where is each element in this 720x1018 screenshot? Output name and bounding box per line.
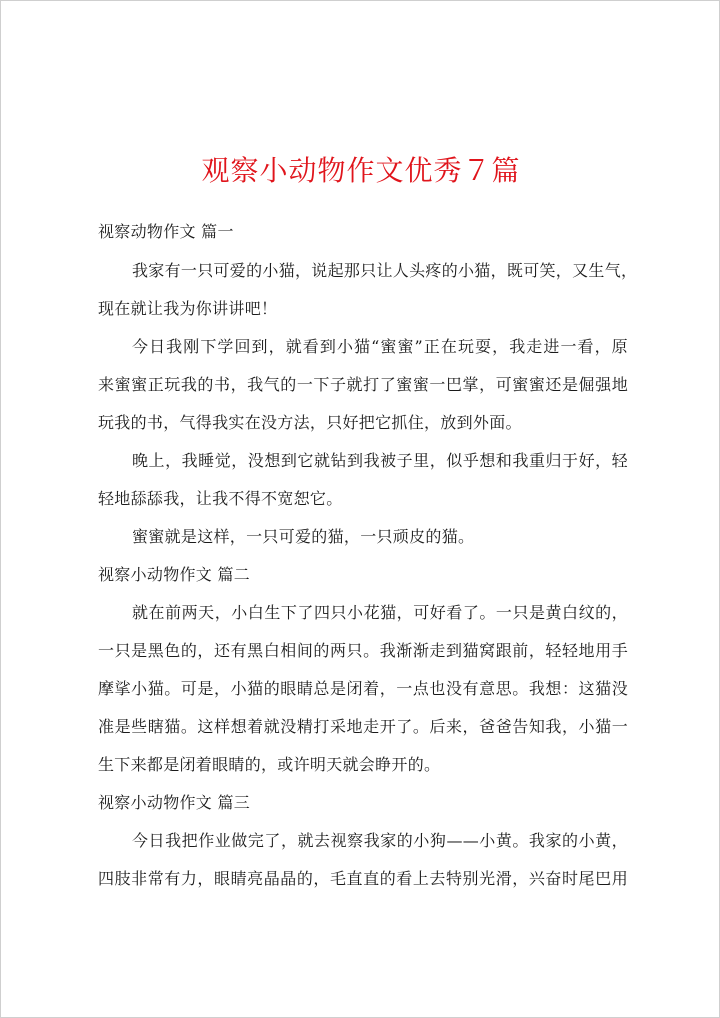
paragraph-line: 现在就让我为你讲讲吧！ xyxy=(98,299,278,318)
paragraph-line: 来蜜蜜正玩我的书，我气的一下子就打了蜜蜜一巴掌，可蜜蜜还是倔强地 xyxy=(98,375,628,394)
paragraph-line: 今日我把作业做完了，就去视察我家的小狗——小黄。我家的小黄， xyxy=(132,831,628,850)
paragraph-line: 今日我刚下学回到，就看到小猫“蜜蜜”正在玩耍，我走进一看，原 xyxy=(132,337,628,356)
paragraph-line: 玩我的书，气得我实在没方法，只好把它抓住，放到外面。 xyxy=(98,413,522,432)
paragraph-line: 摩挲小猫。可是，小猫的眼睛总是闭着，一点也没有意思。我想：这猫没 xyxy=(98,679,628,698)
document-title: 观察小动物作文优秀７篇 xyxy=(201,154,521,187)
paragraph-line: 一只是黑色的，还有黑白相间的两只。我渐渐走到猫窝跟前，轻轻地用手 xyxy=(98,641,628,660)
paragraph-line: 四肢非常有力，眼睛亮晶晶的，毛直直的看上去特别光滑，兴奋时尾巴用 xyxy=(98,869,628,888)
section-heading-2: 视察小动物作文 篇二 xyxy=(98,565,251,584)
paragraph-line: 就在前两天，小白生下了四只小花猫，可好看了。一只是黄白纹的， xyxy=(132,603,628,622)
paragraph-line: 我家有一只可爱的小猫，说起那只让人头疼的小猫，既可笑，又生气， xyxy=(132,261,638,280)
paragraph-line: 生下来都是闭着眼睛的，或许明天就会睁开的。 xyxy=(98,755,441,774)
paragraph-line: 轻地舔舔我，让我不得不宽恕它。 xyxy=(98,489,343,508)
paragraph-line: 晚上，我睡觉，没想到它就钻到我被子里，似乎想和我重归于好，轻 xyxy=(132,451,628,470)
paragraph-line: 准是些瞎猫。这样想着就没精打采地走开了。后来，爸爸告知我，小猫一 xyxy=(98,717,628,736)
paragraph-line: 蜜蜜就是这样，一只可爱的猫，一只顽皮的猫。 xyxy=(132,527,475,546)
section-heading-3: 视察小动物作文 篇三 xyxy=(98,793,251,812)
section-heading-1: 视察动物作文 篇一 xyxy=(98,222,234,241)
